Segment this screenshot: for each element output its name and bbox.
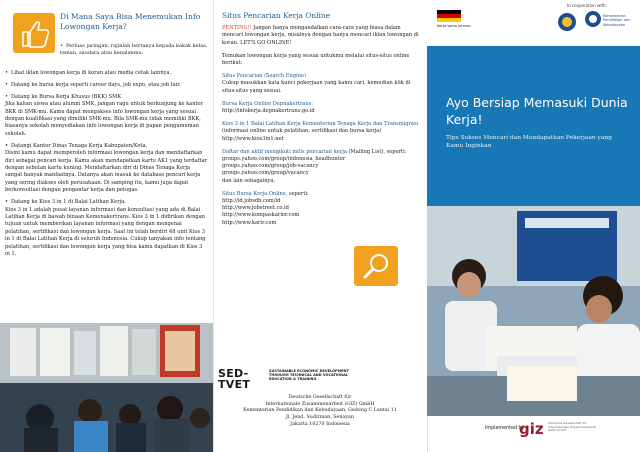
- milis-link[interactable]: groups.yahoo.com/group/job-vacancy: [222, 163, 319, 170]
- cooperation-label: In cooperation with:: [567, 3, 607, 8]
- kios-link[interactable]: http://www.kios3in1.net: [222, 135, 284, 142]
- kemdikbud-label: Kementerian Pendidikan dan Kebudayaan: [603, 14, 631, 27]
- milis-block: Daftar dan aktif mengikuti milis pencarian kerja (Mailing List), seperti: groups.yahoo.com/group/indonesia_headhunter groups.yahoo.com/group/job-vacancy groups.yahoo.com/group/vacancy dan lain sebagainya.: [222, 148, 407, 184]
- magnifier-icon: [354, 246, 398, 286]
- list-item: • Datang ke Kios 3 in 1 di Balai Latihan Kerja. Kios 3 in 1 adalah pusat layanan informasi dan konsultasi yang ada di Balai Latihan Kerja di bawah binaan Kemenakertrans. Kios 3 in 1 didirikan dengan tujuan untuk memberikan layanan informasi yang dengan mengenai pelatihan, sertifikasi dan lowongan kerja. Saat ini telah berdiri 48 unit Kios 3 in 1 di Balai Latihan Kerja di seluruh Indonesia. Cukup tanyakan info tentang pelatihan, sertifikasi dan lowongan kerja yang bisa kamu dapatkan di Kios 3 in 1.: [5, 199, 206, 257]
- section-heading: Situs Pencarian Kerja Online: [222, 11, 330, 20]
- kios-block: Kios 3 in 1 Balai Latihan Kerja Kementerian Tenaga Kerja dan Transmigrasi (informasi online untuk pelatihan, sertifikasi dan bursa kerja) http://www.kios3in1.net: [222, 121, 419, 142]
- job-site-link[interactable]: http://www.kompaskarier.com: [222, 212, 300, 219]
- search-engine-block: Situs Pencarian (Search Engine) Cukup masukkan kata kunci pekerjaan yang kamu cari, kemudian klik di situs-situs yang sesuai.: [222, 73, 411, 94]
- list-item: • Datang ke bursa kerja seperti career days, job expo, atau job fair.: [5, 81, 181, 88]
- tips-list: [5, 70, 208, 263]
- list-item: • Lihat iklan lowongan kerja di koran atau media cetak lainnya.: [5, 70, 172, 76]
- giz-logo: giz: [519, 420, 544, 438]
- job-site-link[interactable]: http://www.karir.com: [222, 219, 277, 226]
- question-title: Di Mana Saya Bisa Menemukan Info Lowongan Kerja?: [60, 12, 201, 31]
- milis-link[interactable]: groups.yahoo.com/group/indonesia_headhunter: [222, 156, 346, 163]
- page-subtitle: Tips Sukses Mencari dan Mendapatkan Pekerjaan yang Kamu Inginkan: [446, 135, 612, 150]
- list-item: • Datangi Kantor Dinas Tenaga Kerja Kabupaten/Kota. Disini kamu dapat memperoleh informasi lowongan kerja dan mendaftarkan diri sebagai pencari kerja. Kamu akan mendapatkan kartu AK1 yang terdaftar dengan sebutan kartu kuning. Mendaftarkan diri di Dinas Tenaga Kerja sangat banyak manfaatnya. Datanya akan masuk ke database pencari kerja yang sering diakses oleh perusahaan. Di samping itu, kamu juga dapat berkonsultasi dengan pengantar kerja dan petugas.: [5, 142, 208, 194]
- panel-cover: [427, 0, 640, 452]
- question-item: • Perluas jaringan, rajinlah bertanya kepada kakak kelas, teman, saudara atau kenalanmu.: [60, 43, 208, 57]
- panel-left: [0, 0, 213, 452]
- sed-tvet-subtitle: SUSTAINABLE ECONOMIC DEVELOPMENT THROUGH TECHNICAL AND VOCATIONAL EDUCATION & TRAINING: [269, 369, 349, 382]
- page-title: Ayo Bersiap Memasuki Dunia Kerja!: [446, 95, 628, 127]
- penting-paragraph: PENTING!! Jangan hanya mengandalkan cara-cara yang biasa dalam mencari lowongan kerja, misalnya dengan hanya mencari iklan lowongan di koran. LET'S GO ONLINE!: [222, 25, 419, 46]
- job-site-link[interactable]: http://id.jobsdb.com/id: [222, 198, 281, 205]
- sed-tvet-logo: SED- TVET: [218, 367, 251, 391]
- giz-fullname: Deutsche Gesellschaft für Internationale Zusammenarbeit (GIZ) GmbH: [548, 421, 596, 433]
- job-fair-photo: [0, 323, 213, 452]
- bursa-kerja-link[interactable]: http://infokerja.depnakertrans.go.id: [222, 108, 315, 115]
- giz-address: Deutsche Gesellschaft für Internationale Zusammenarbeit (GIZ) GmbH Kementerian Pendidikan dan Kebudayaan, Gedung C Lantai 11 Jl. Jend. Sudirman, Senayan Jakarta 10270 Indonesia: [243, 395, 397, 427]
- students-photo: [427, 206, 640, 416]
- partner-logos: [427, 0, 640, 46]
- intro-paragraph: Temukan lowongan kerja yang sesuai untukmu melalui situs-situs online berikut:: [222, 52, 410, 67]
- job-site-link[interactable]: http://www.jobstreet.co.id: [222, 205, 289, 212]
- milis-link[interactable]: groups.yahoo.com/group/vacancy: [222, 170, 309, 177]
- bursa-kerja-block: Bursa Kerja Online Depnakertrans: http://infokerja.depnakertrans.go.id: [222, 100, 315, 115]
- list-item: • Datang ke Bursa Kerja Khusus (BKK) SMK Jika kalian siswa atau alumni SMK, jangan ragu untuk berkunjung ke kantor BKK di SMK-mu. Kamu dapat mengakses info lowongan kerja yang sesuai dengan kualifikasi yang dimiliki SMK-mu. Bila SMK-mu tidak memiliki BKK, biasanya sekolah menyediakan info lowongan kerja di papan pengumuman sekolah.: [5, 93, 204, 137]
- thumbs-up-icon: [13, 13, 55, 53]
- implemented-by-label: Implemented by: [485, 426, 525, 431]
- bursa-online-block: Situs Bursa Kerja Online, seperti: http://id.jobsdb.com/id http://www.jobstreet.co.id http://www.kompaskarier.com http://www.karir.com: [222, 190, 309, 226]
- german-cooperation-label: Kerja sama Jerman: [437, 24, 471, 28]
